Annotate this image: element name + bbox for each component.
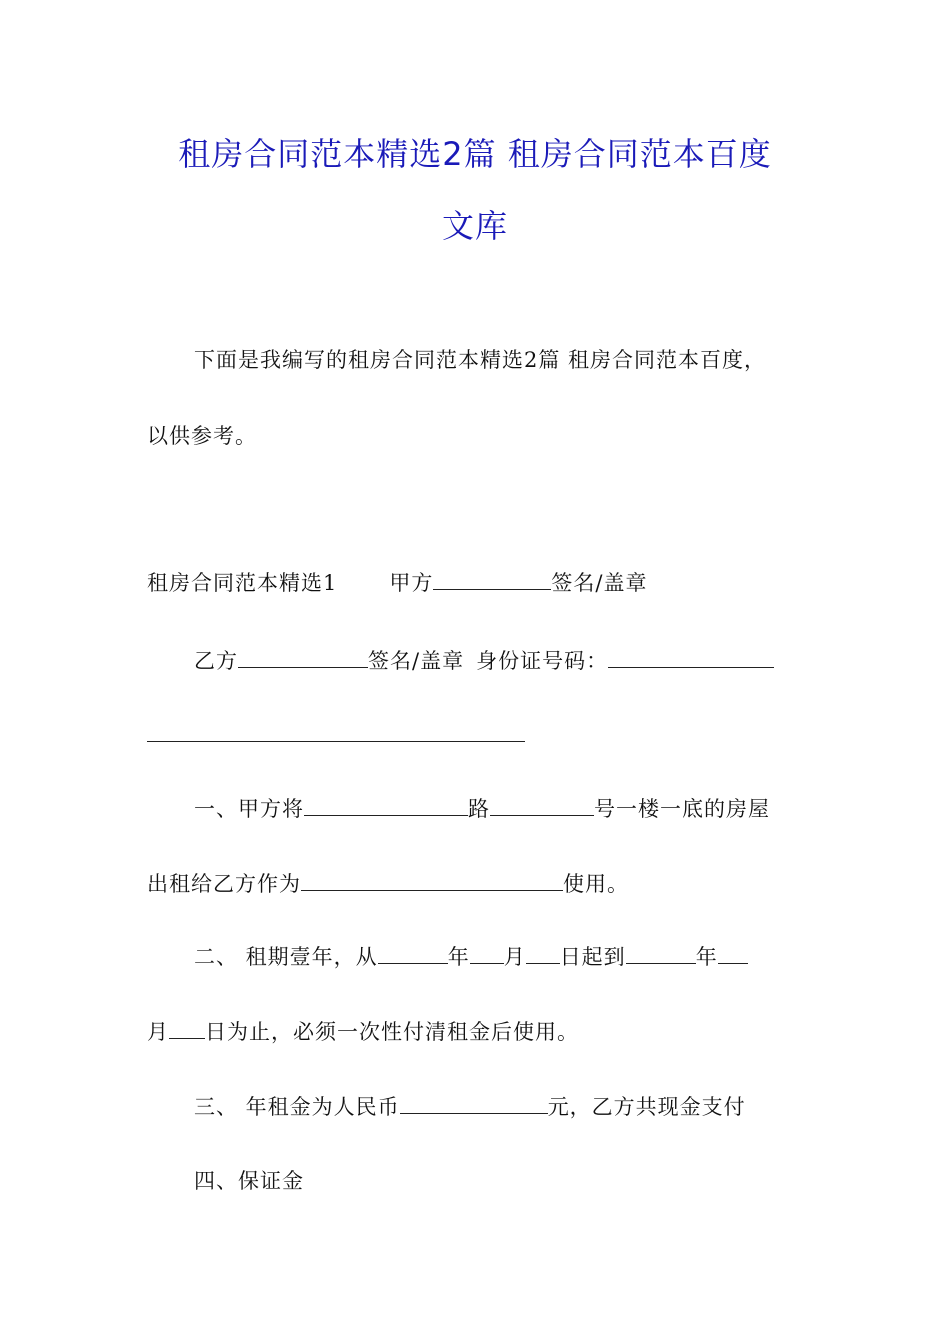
clause-2-text-c: 日为止，必须一次性付清租金后使用。 (205, 1020, 579, 1044)
year-label-end: 年 (695, 945, 718, 969)
clause-1-text-b: 路 (468, 797, 490, 821)
party-b-label: 乙方 (194, 649, 238, 673)
month-label: 月 (503, 945, 526, 969)
clause-1-line-2 (147, 869, 629, 899)
id-number-continuation-blank (147, 741, 525, 742)
party-a-label: 甲方 (389, 571, 434, 595)
clause-3-line (194, 1092, 746, 1122)
clause-1-text-e: 使用。 (563, 872, 629, 896)
clause-3-text-a: 三、 年租金为人民币 (194, 1095, 400, 1119)
clause-2-line-2 (147, 1017, 579, 1047)
clause-2-text-a: 二、 租期壹年，从 (194, 945, 378, 969)
clause-3-text-b: 元，乙方共现金支付 (547, 1095, 746, 1119)
rent-amount-blank (400, 1093, 548, 1114)
clause-1-line-1 (194, 794, 770, 824)
start-year-blank (378, 943, 448, 964)
house-number-blank (490, 795, 594, 816)
intro-paragraph-line-2: 以供参考。 (147, 424, 257, 448)
document-title-line-2: 文库 (441, 207, 508, 245)
end-day-blank (169, 1018, 205, 1039)
party-b-sign-label: 签名/盖章 (368, 649, 465, 673)
intro-paragraph-line-1: 下面是我编写的租房合同范本精选2篇 租房合同范本百度， (194, 348, 767, 372)
clause-1-text-a: 一、甲方将 (194, 797, 304, 821)
end-year-blank (626, 943, 696, 964)
contract-header-line (147, 568, 647, 598)
party-a-sign-label: 签名/盖章 (551, 571, 648, 595)
usage-blank (301, 870, 563, 891)
party-a-blank (433, 569, 551, 590)
clause-2-line-1 (194, 942, 748, 972)
end-month-blank (718, 943, 748, 964)
year-label: 年 (447, 945, 470, 969)
id-number-blank (608, 647, 774, 668)
start-month-blank (470, 943, 504, 964)
clause-1-text-d: 出租给乙方作为 (147, 872, 301, 896)
clause-2-text-b: 日起到 (559, 945, 626, 969)
id-number-label: 身份证号码： (476, 649, 609, 673)
street-blank (304, 795, 468, 816)
party-b-line (194, 646, 774, 676)
clause-4-line: 四、保证金 (194, 1169, 304, 1193)
document-title-line-1: 租房合同范本精选2篇 租房合同范本百度 (178, 135, 772, 173)
month-label-end: 月 (147, 1020, 169, 1044)
section-heading: 租房合同范本精选1 (147, 571, 338, 595)
clause-1-text-c: 号一楼一底的房屋 (594, 797, 770, 821)
party-b-blank (238, 647, 368, 668)
start-day-blank (526, 943, 560, 964)
